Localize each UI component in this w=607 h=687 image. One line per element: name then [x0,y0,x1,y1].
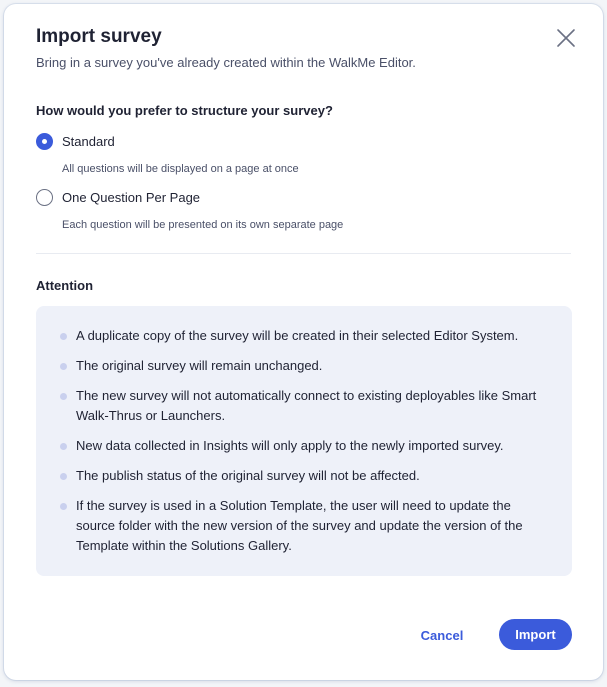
radio-standard-label[interactable]: Standard [62,134,115,149]
attention-item [36,386,572,426]
radio-one-per-page-indicator[interactable] [36,189,53,206]
attention-title: Attention [36,278,94,293]
close-button[interactable] [552,24,580,52]
bullet-icon [60,333,67,340]
attention-item-text: The new survey will not automatically connect to existing deployables like Smart Walk-Thrus or Launchers. [76,388,537,423]
attention-item-text: The original survey will remain unchanged. [76,358,323,373]
radio-one-per-page-label[interactable]: One Question Per Page [62,190,201,205]
cancel-button[interactable]: Cancel [408,619,476,651]
bullet-icon [60,503,67,510]
dialog-title: Import survey [36,26,162,47]
radio-one-per-page[interactable] [36,189,200,206]
attention-item-text: If the survey is used in a Solution Template, the user will need to update the source folder with the new version of the survey and update the version of the Template within the Solutions Gallery. [76,498,523,553]
radio-standard[interactable] [36,133,115,150]
section-divider [36,253,571,254]
close-icon [556,28,576,48]
attention-item-text: New data collected in Insights will only apply to the newly imported survey. [76,438,504,453]
attention-item [36,356,572,376]
attention-item [36,466,572,486]
attention-item-text: A duplicate copy of the survey will be created in their selected Editor System. [76,328,519,343]
bullet-icon [60,443,67,450]
attention-item [36,496,572,556]
import-survey-dialog [4,4,603,680]
radio-one-per-page-description: Each question will be presented on its own separate page [62,219,344,231]
radio-standard-description: All questions will be displayed on a page at once [62,163,299,175]
attention-item [36,436,572,456]
attention-box [36,306,572,576]
bullet-icon [60,363,67,370]
import-button[interactable]: Import [499,619,572,650]
dialog-subtitle: Bring in a survey you've already created within the WalkMe Editor. [36,55,416,70]
bullet-icon [60,473,67,480]
bullet-icon [60,393,67,400]
structure-question: How would you prefer to structure your survey? [36,103,333,118]
radio-standard-indicator[interactable] [36,133,53,150]
attention-item-text: The publish status of the original survey will not be affected. [76,468,420,483]
attention-item [36,326,572,346]
